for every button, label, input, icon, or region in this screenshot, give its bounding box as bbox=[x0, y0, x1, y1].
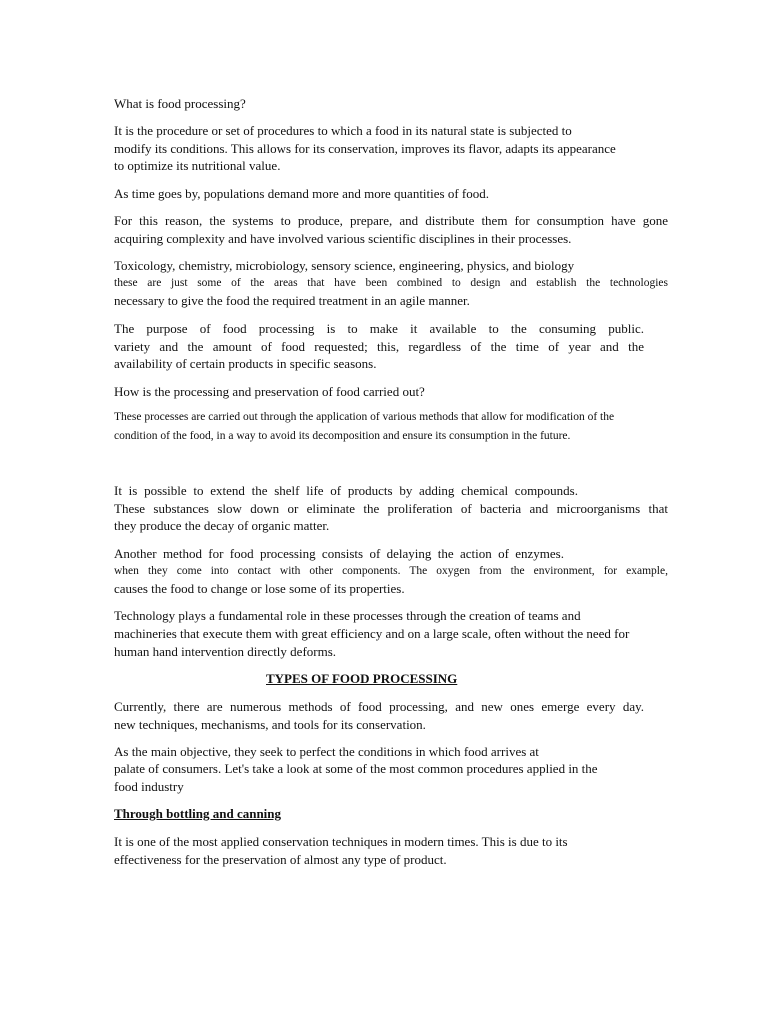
question-what-is-food-processing: What is food processing? bbox=[114, 96, 246, 111]
paragraph-technology-line: Technology plays a fundamental role in these processes through the creation of teams and bbox=[114, 608, 581, 623]
paragraph-complexity-line: acquiring complexity and have involved various scientific disciplines in their processes. bbox=[114, 231, 572, 246]
paragraph-disciplines-line: these are just some of the areas that have been combined to design and establish the technologies bbox=[114, 277, 668, 289]
paragraph-enzymes-line: when they come into contact with other components. The oxygen from the environment, for example, bbox=[114, 565, 668, 577]
paragraph-disciplines-line: necessary to give the food the required treatment in an agile manner. bbox=[114, 293, 470, 308]
paragraph-objective-line: As the main objective, they seek to perfect the conditions in which food arrives at bbox=[114, 744, 539, 759]
paragraph-technology-line: human hand intervention directly deforms. bbox=[114, 644, 337, 659]
paragraph-bottling-line: effectiveness for the preservation of almost any type of product. bbox=[114, 852, 447, 867]
paragraph-chemical-compounds-line: It is possible to extend the shelf life of products by adding chemical compounds. bbox=[114, 483, 578, 498]
paragraph-chemical-compounds-line: These substances slow down or eliminate the proliferation of bacteria and microorganisms that bbox=[114, 501, 668, 516]
paragraph-methods-overview-line: new techniques, mechanisms, and tools for its conservation. bbox=[114, 717, 426, 732]
paragraph-enzymes-line: Another method for food processing consists of delaying the action of enzymes. bbox=[114, 546, 564, 561]
paragraph-definition-line: It is the procedure or set of procedures to which a food in its natural state is subjected to bbox=[114, 123, 572, 138]
paragraph-methods-overview-line: Currently, there are numerous methods of food processing, and new ones emerge every day. bbox=[114, 699, 644, 714]
section-heading-types: TYPES OF FOOD PROCESSING bbox=[266, 671, 458, 686]
question-how-is-processing-done: How is the processing and preservation of food carried out? bbox=[114, 384, 425, 399]
paragraph-demand: As time goes by, populations demand more and more quantities of food. bbox=[114, 186, 490, 201]
paragraph-disciplines-line: Toxicology, chemistry, microbiology, sensory science, engineering, physics, and biology bbox=[114, 258, 575, 273]
paragraph-chemical-compounds-line: they produce the decay of organic matter. bbox=[114, 518, 330, 533]
paragraph-objective-line: palate of consumers. Let's take a look at some of the most common procedures applied in the bbox=[114, 761, 598, 776]
paragraph-definition-line: to optimize its nutritional value. bbox=[114, 158, 281, 173]
paragraph-complexity-line: For this reason, the systems to produce, prepare, and distribute them for consumption have gone bbox=[114, 213, 668, 228]
paragraph-objective-line: food industry bbox=[114, 779, 184, 794]
paragraph-methods-line: These processes are carried out through the application of various methods that allow for modification of the bbox=[114, 411, 615, 423]
paragraph-bottling-line: It is one of the most applied conservation techniques in modern times. This is due to its bbox=[114, 834, 568, 849]
paragraph-methods-line: condition of the food, in a way to avoid its decomposition and ensure its consumption in the future. bbox=[114, 430, 571, 442]
paragraph-technology-line: machineries that execute them with great efficiency and on a large scale, often without the need for bbox=[114, 626, 630, 641]
subsection-heading-bottling: Through bottling and canning bbox=[114, 806, 282, 821]
paragraph-enzymes-line: causes the food to change or lose some of its properties. bbox=[114, 581, 405, 596]
paragraph-purpose-line: availability of certain products in specific seasons. bbox=[114, 356, 377, 371]
paragraph-purpose-line: variety and the amount of food requested; this, regardless of the time of year and the bbox=[114, 339, 644, 354]
paragraph-purpose-line: The purpose of food processing is to make it available to the consuming public. bbox=[114, 321, 644, 336]
paragraph-definition-line: modify its conditions. This allows for its conservation, improves its flavor, adapts its appearance bbox=[114, 141, 616, 156]
